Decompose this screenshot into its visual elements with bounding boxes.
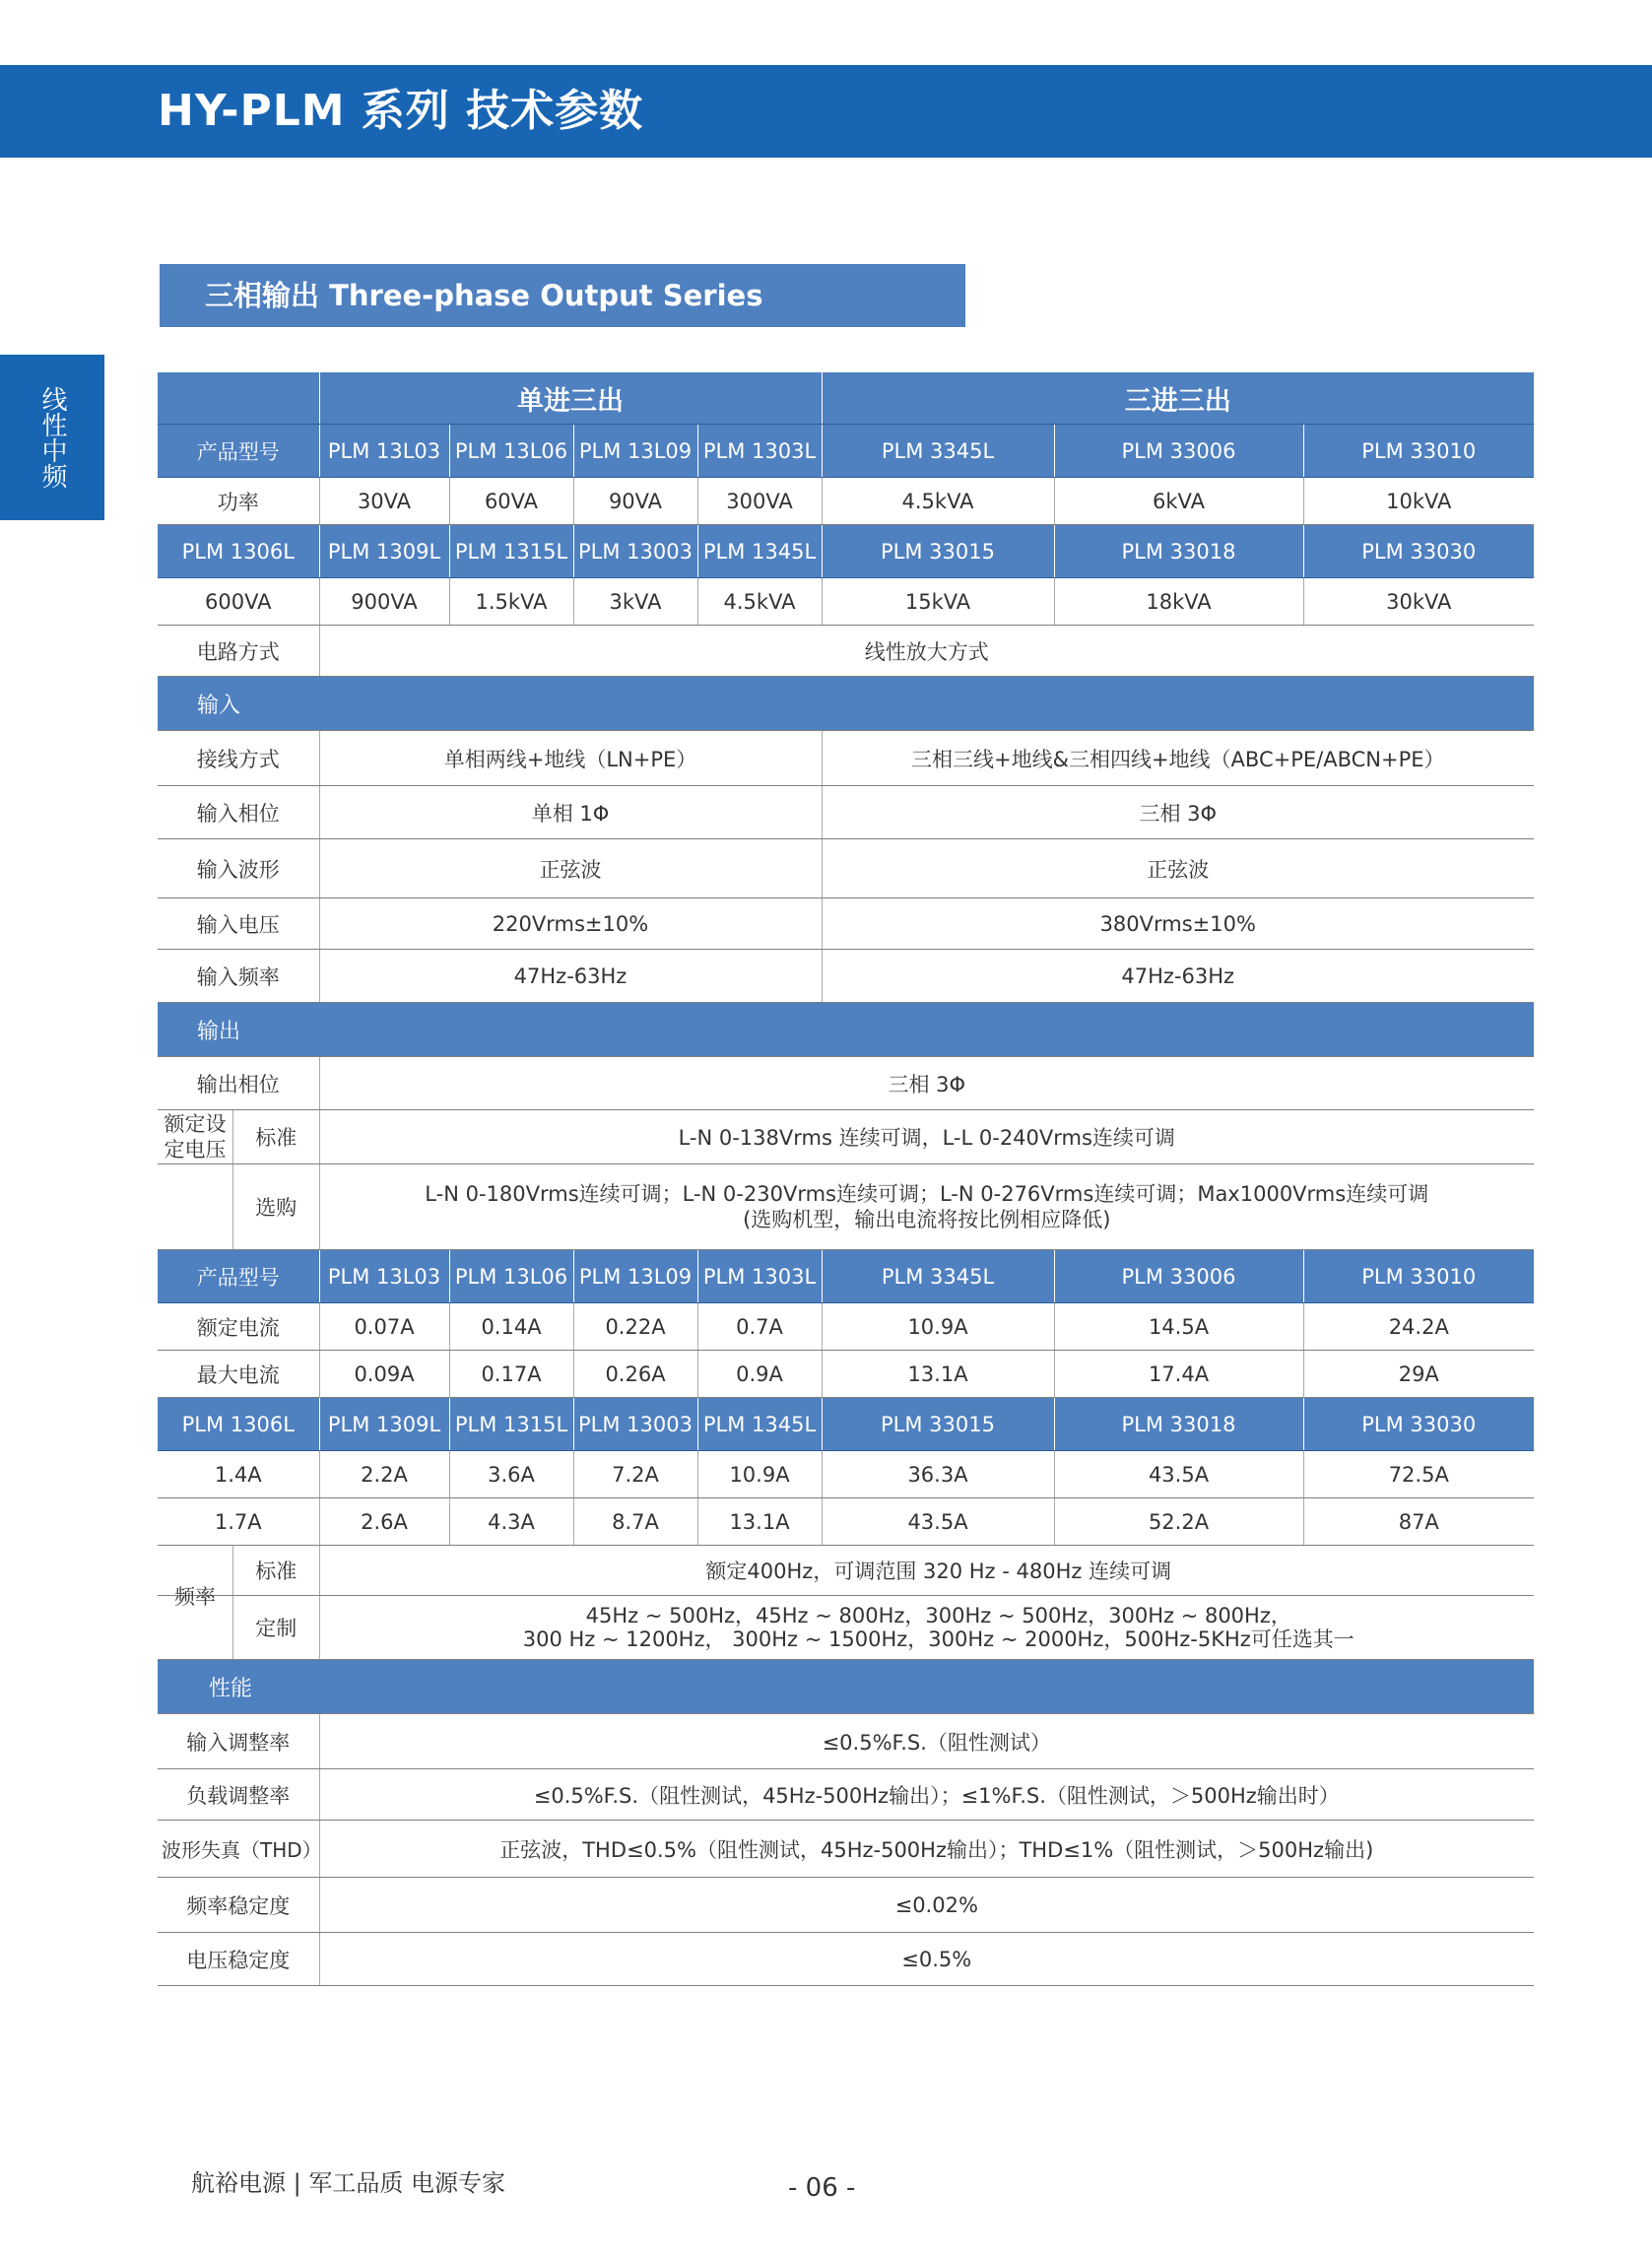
model-cell: PLM 33018: [1054, 1398, 1303, 1451]
input-row: [158, 950, 1534, 1003]
current-cell: 8.7A: [573, 1498, 697, 1546]
input-label: 输入相位: [158, 786, 319, 839]
frequency-custom-line-2: 300 Hz ~ 1200Hz， 300Hz ~ 1500Hz，300Hz ~ 2000Hz，500Hz-5KHz可任选其一: [522, 1627, 1355, 1651]
model-cell: PLM 33015: [822, 525, 1054, 578]
current-cell: 7.2A: [573, 1451, 697, 1498]
current-models-row-1: [158, 1250, 1534, 1303]
power-cell: 900VA: [319, 578, 449, 626]
frequency-custom-value: [319, 1596, 1534, 1660]
frequency-standard-value: 额定400Hz，可调范围 320 Hz - 480Hz 连续可调: [319, 1546, 1534, 1596]
rated-current-row-1: [158, 1303, 1534, 1351]
model-cell: PLM 1345L: [697, 525, 822, 578]
input-three-value: 三相三线+地线&三相四线+地线（ABC+PE/ABCN+PE）: [822, 731, 1534, 786]
current-cell: 36.3A: [822, 1451, 1054, 1498]
current-cell: 0.09A: [319, 1351, 449, 1398]
input-three-value: 正弦波: [822, 839, 1534, 898]
power-row-2: [158, 578, 1534, 626]
current-cell: 0.7A: [697, 1303, 822, 1351]
rated-current-label: 额定电流: [158, 1303, 319, 1351]
model-cell: PLM 1315L: [449, 1398, 573, 1451]
power-cell: 1.5kVA: [449, 578, 573, 626]
standard-voltage-value: L-N 0-138Vrms 连续可调，L-L 0-240Vrms连续可调: [319, 1110, 1534, 1164]
current-models-row-2: [158, 1398, 1534, 1451]
footer-brand: 航裕电源 | 军工品质 电源专家: [191, 2169, 505, 2197]
rated-current-row-2: [158, 1451, 1534, 1498]
input-section-row: [158, 677, 1534, 731]
optional-label: 选购: [232, 1164, 319, 1249]
output-section-row: [158, 1003, 1534, 1057]
power-cell: 600VA: [158, 578, 319, 626]
output-voltage-standard-row: [158, 1110, 1534, 1164]
optional-line-2: (选购机型，输出电流将按比例相应降低): [743, 1208, 1111, 1231]
performance-value: ≤0.5%F.S.（阻性测试）: [319, 1714, 1534, 1769]
model-cell: PLM 1306L: [158, 1398, 319, 1451]
current-cell: 13.1A: [697, 1498, 822, 1546]
frequency-custom-label: 定制: [232, 1596, 319, 1659]
group-header-row: [158, 372, 1534, 425]
current-models-label: 产品型号: [158, 1250, 319, 1303]
current-cell: 87A: [1303, 1498, 1534, 1546]
input-single-value: 单相 1Φ: [319, 786, 822, 839]
power-cell: 18kVA: [1054, 578, 1303, 626]
model-cell: PLM 33010: [1303, 1250, 1534, 1303]
model-cell: PLM 13L09: [573, 425, 697, 478]
output-section-title: 输出: [158, 1003, 1534, 1057]
model-cell: PLM 13L03: [319, 1250, 449, 1303]
input-row: [158, 731, 1534, 786]
model-cell: PLM 33018: [1054, 525, 1303, 578]
input-label: 输入电压: [158, 898, 319, 950]
model-cell: PLM 33015: [822, 1398, 1054, 1451]
power-row-1: [158, 478, 1534, 525]
input-single-value: 47Hz-63Hz: [319, 950, 822, 1003]
input-section-title: 输入: [158, 677, 1534, 731]
current-cell: 0.9A: [697, 1351, 822, 1398]
output-phase-value: 三相 3Φ: [319, 1057, 1534, 1110]
model-cell: PLM 1303L: [697, 1250, 822, 1303]
optional-voltage-value: [319, 1164, 1534, 1250]
current-cell: 0.26A: [573, 1351, 697, 1398]
performance-label: 负载调整率: [158, 1769, 319, 1821]
voltage-label-cell: [158, 1110, 319, 1164]
optional-label-cell: [158, 1164, 319, 1250]
circuit-row: [158, 626, 1534, 677]
power-cell: 30kVA: [1303, 578, 1534, 626]
input-single-value: 单相两线+地线（LN+PE）: [319, 731, 822, 786]
input-label: 输入波形: [158, 839, 319, 898]
current-cell: 13.1A: [822, 1351, 1054, 1398]
frequency-standard-label: 标准: [232, 1546, 319, 1595]
current-cell: 4.3A: [449, 1498, 573, 1546]
power-cell: 4.5kVA: [822, 478, 1054, 525]
model-cell: PLM 33030: [1303, 1398, 1534, 1451]
performance-label: 频率稳定度: [158, 1878, 319, 1933]
model-cell: PLM 13003: [573, 1398, 697, 1451]
performance-row: [158, 1714, 1534, 1769]
current-cell: 72.5A: [1303, 1451, 1534, 1498]
model-cell: PLM 1303L: [697, 425, 822, 478]
input-three-value: 三相 3Φ: [822, 786, 1534, 839]
max-current-label: 最大电流: [158, 1351, 319, 1398]
model-cell: PLM 3345L: [822, 1250, 1054, 1303]
current-cell: 43.5A: [1054, 1451, 1303, 1498]
power-cell: 6kVA: [1054, 478, 1303, 525]
current-cell: 1.4A: [158, 1451, 319, 1498]
input-row: [158, 839, 1534, 898]
models-row-2: [158, 525, 1534, 578]
current-cell: 0.14A: [449, 1303, 573, 1351]
input-single-value: 正弦波: [319, 839, 822, 898]
performance-value: 正弦波，THD≤0.5%（阻性测试，45Hz-500Hz输出）；THD≤1%（阻性测试，＞500Hz输出): [319, 1821, 1534, 1878]
performance-row: [158, 1933, 1534, 1986]
frequency-custom-line-1: 45Hz ~ 500Hz，45Hz ~ 800Hz，300Hz ~ 500Hz，300Hz ~ 800Hz，: [585, 1604, 1291, 1627]
optional-line-1: L-N 0-180Vrms连续可调；L-N 0-230Vrms连续可调；L-N 0-276Vrms连续可调；Max1000Vrms连续可调: [425, 1182, 1429, 1206]
circuit-value: 线性放大方式: [319, 626, 1534, 677]
current-cell: 10.9A: [822, 1303, 1054, 1351]
model-cell: PLM 1345L: [697, 1398, 822, 1451]
current-cell: 24.2A: [1303, 1303, 1534, 1351]
max-current-row-1: [158, 1351, 1534, 1398]
power-cell: 90VA: [573, 478, 697, 525]
models-label: 产品型号: [158, 425, 319, 478]
model-cell: PLM 13L03: [319, 425, 449, 478]
frequency-label-cell: [158, 1546, 319, 1609]
standard-label: 标准: [232, 1110, 319, 1163]
page-number: - 06 -: [788, 2173, 856, 2203]
performance-value: ≤0.5%: [319, 1933, 1534, 1986]
performance-section-row: [158, 1660, 1534, 1714]
power-cell: 60VA: [449, 478, 573, 525]
group-three-in: 三进三出: [822, 372, 1534, 425]
circuit-label: 电路方式: [158, 626, 319, 677]
performance-label: 波形失真（THD）: [158, 1821, 319, 1878]
group-header-blank: [158, 372, 319, 425]
power-cell: 300VA: [697, 478, 822, 525]
current-cell: 10.9A: [697, 1451, 822, 1498]
model-cell: PLM 33030: [1303, 525, 1534, 578]
current-cell: 43.5A: [822, 1498, 1054, 1546]
current-cell: 52.2A: [1054, 1498, 1303, 1546]
input-three-value: 380Vrms±10%: [822, 898, 1534, 950]
current-cell: 0.17A: [449, 1351, 573, 1398]
performance-row: [158, 1769, 1534, 1821]
model-cell: PLM 1306L: [158, 525, 319, 578]
current-cell: 0.22A: [573, 1303, 697, 1351]
section-banner: 三相输出 Three-phase Output Series: [160, 264, 965, 327]
performance-value: ≤0.5%F.S.（阻性测试，45Hz-500Hz输出）；≤1%F.S.（阻性测试，＞500Hz输出时）: [319, 1769, 1534, 1821]
performance-row: [158, 1821, 1534, 1878]
model-cell: PLM 13L09: [573, 1250, 697, 1303]
input-row: [158, 786, 1534, 839]
model-cell: PLM 13L06: [449, 425, 573, 478]
input-three-value: 47Hz-63Hz: [822, 950, 1534, 1003]
model-cell: PLM 33006: [1054, 425, 1303, 478]
performance-label: 输入调整率: [158, 1714, 319, 1769]
models-row-1: [158, 425, 1534, 478]
model-cell: PLM 3345L: [822, 425, 1054, 478]
performance-label: 电压稳定度: [158, 1933, 319, 1986]
model-cell: PLM 1315L: [449, 525, 573, 578]
model-cell: PLM 33010: [1303, 425, 1534, 478]
frequency-label: 频率: [174, 1585, 216, 1609]
power-label: 功率: [158, 478, 319, 525]
model-cell: PLM 33006: [1054, 1250, 1303, 1303]
frequency-standard-row: [158, 1546, 1534, 1596]
group-single-in: 单进三出: [319, 372, 822, 425]
performance-row: [158, 1878, 1534, 1933]
page-title: HY-PLM 系列 技术参数: [158, 86, 644, 136]
current-cell: 29A: [1303, 1351, 1534, 1398]
model-cell: PLM 13003: [573, 525, 697, 578]
spec-table: [158, 372, 1534, 1986]
max-current-row-2: [158, 1498, 1534, 1546]
model-cell: PLM 1309L: [319, 525, 449, 578]
power-cell: 30VA: [319, 478, 449, 525]
input-label: 接线方式: [158, 731, 319, 786]
output-phase-row: [158, 1057, 1534, 1110]
current-cell: 1.7A: [158, 1498, 319, 1546]
input-label: 输入频率: [158, 950, 319, 1003]
current-cell: 3.6A: [449, 1451, 573, 1498]
output-voltage-optional-row: [158, 1164, 1534, 1250]
current-cell: 0.07A: [319, 1303, 449, 1351]
power-cell: 15kVA: [822, 578, 1054, 626]
side-tab[interactable]: 线性中频: [0, 355, 104, 520]
power-cell: 10kVA: [1303, 478, 1534, 525]
input-row: [158, 898, 1534, 950]
voltage-label: 额定设定电压: [164, 1112, 227, 1162]
current-cell: 14.5A: [1054, 1303, 1303, 1351]
current-cell: 2.2A: [319, 1451, 449, 1498]
power-cell: 3kVA: [573, 578, 697, 626]
model-cell: PLM 1309L: [319, 1398, 449, 1451]
model-cell: PLM 13L06: [449, 1250, 573, 1303]
frequency-custom-row: [158, 1596, 1534, 1660]
power-cell: 4.5kVA: [697, 578, 822, 626]
current-cell: 17.4A: [1054, 1351, 1303, 1398]
current-cell: 2.6A: [319, 1498, 449, 1546]
performance-section-title: 性能: [158, 1660, 1534, 1714]
output-phase-label: 输出相位: [158, 1057, 319, 1110]
input-single-value: 220Vrms±10%: [319, 898, 822, 950]
performance-value: ≤0.02%: [319, 1878, 1534, 1933]
